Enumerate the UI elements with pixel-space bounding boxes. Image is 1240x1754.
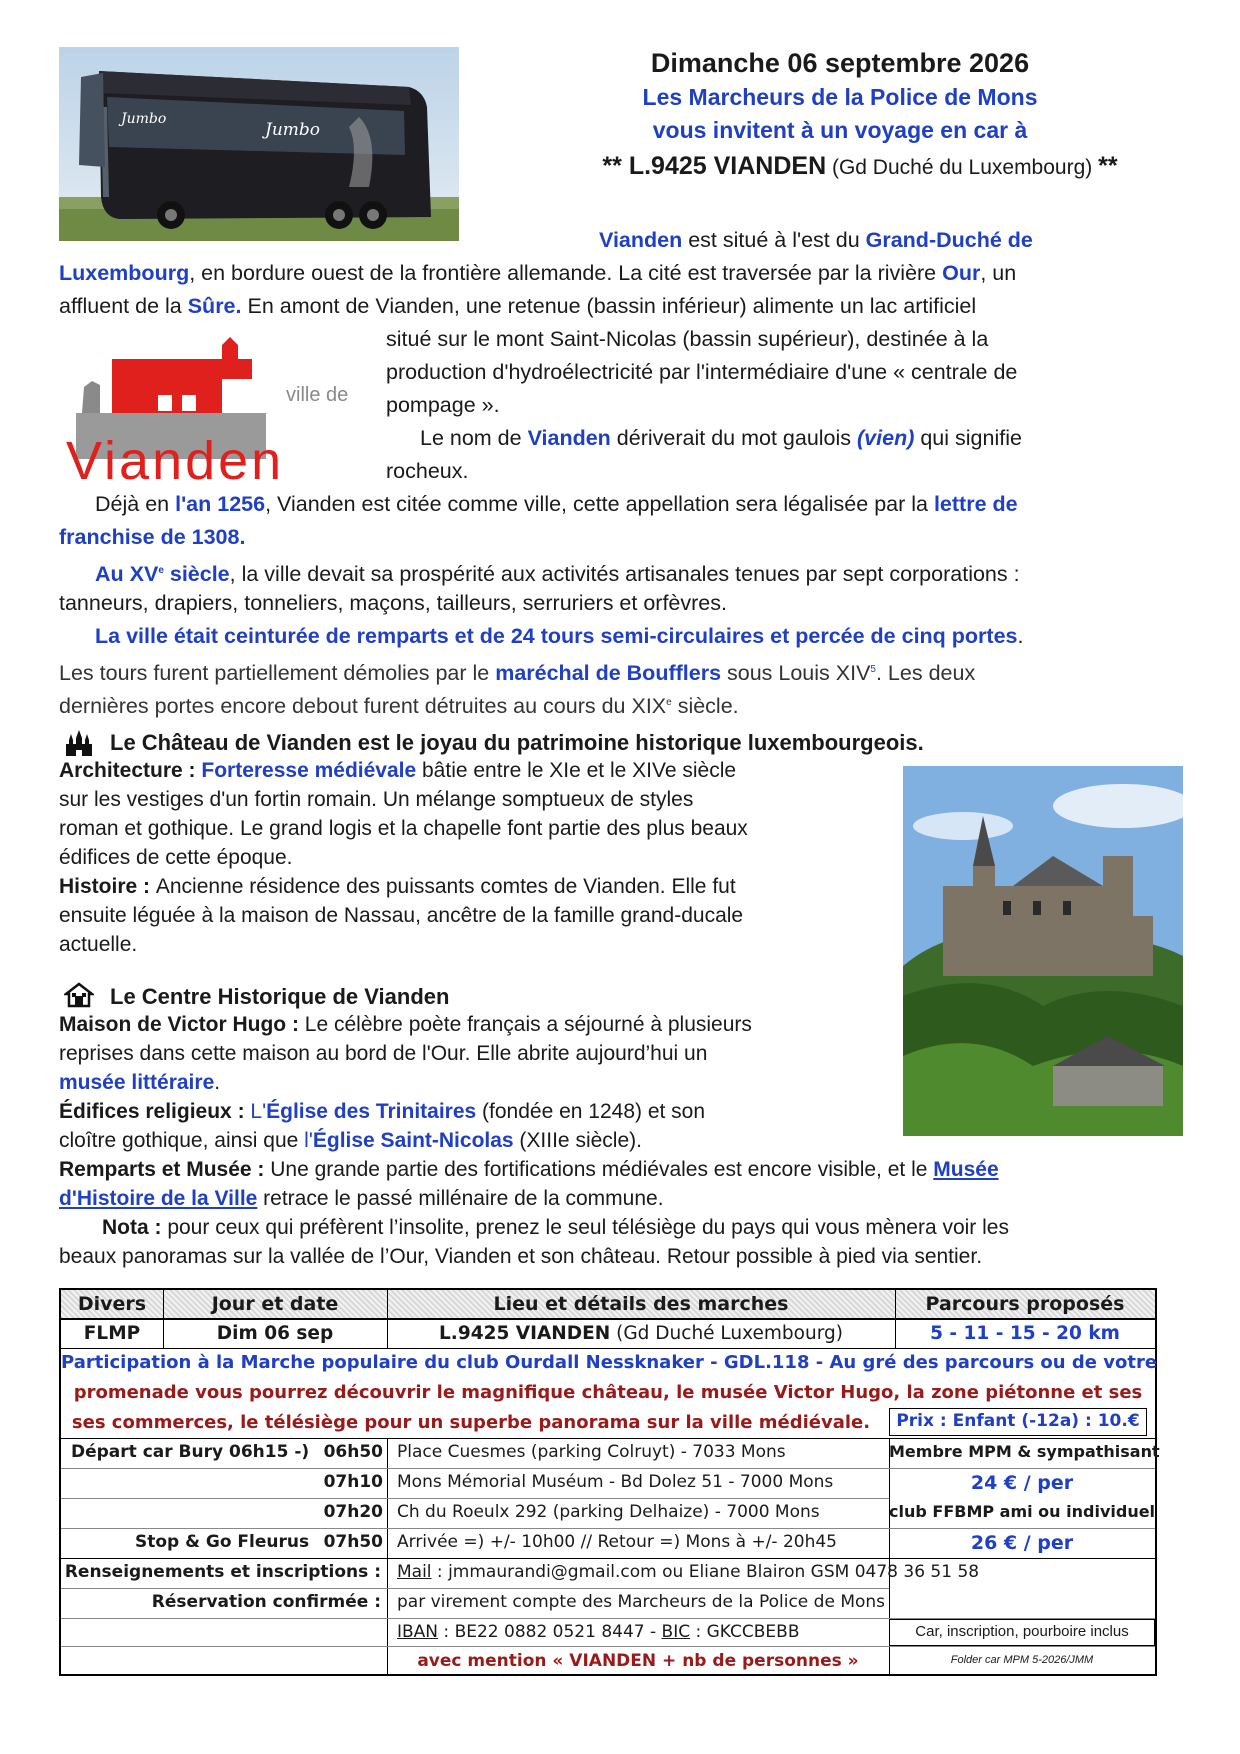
intro-line-13: La ville était ceinturée de remparts et de 24 tours semi-circulaires et percée de cinq portes. — [95, 624, 1024, 648]
svg-text:Jumbo: Jumbo — [265, 120, 321, 140]
depart-2-time: 07h10 — [323, 1472, 383, 1492]
intro-line-8: rocheux. — [386, 459, 469, 483]
depart-3-time: 07h20 — [323, 1502, 383, 1522]
centre-religious-2: cloître gothique, ainsi que l'Église Saint-Nicolas (XIIIe siècle). — [59, 1129, 642, 1152]
th-lieu: Lieu et détails des marches — [493, 1293, 789, 1315]
intro-line-1: Vianden est situé à l'est du Grand-Duché de — [599, 228, 1033, 252]
castle-arch-4: édifices de cette époque. — [59, 846, 293, 869]
vianden-logo — [62, 335, 372, 490]
intro-line-3: affluent de la Sûre. En amont de Vianden, une retenue (bassin inférieur) alimente un lac artificiel — [59, 294, 977, 318]
house-icon — [64, 982, 94, 1008]
depart-1-left: Départ car Bury 06h15 -) — [71, 1442, 310, 1462]
resa-text: par virement compte des Marcheurs de la Police de Mons — [397, 1592, 886, 1612]
participation-line-3: ses commerces, le télésiège pour un superbe panorama sur la ville médiévale. — [71, 1412, 871, 1433]
intro-line-15: dernières portes encore debout furent détruites au cours du XIXe siècle. — [59, 694, 739, 719]
castle-arch-3: roman et gothique. Le grand logis et la chapelle font partie des plus beaux — [59, 817, 748, 840]
musee-link-cont[interactable]: d'Histoire de la Ville — [59, 1187, 258, 1210]
invitation-line: vous invitent à un voyage en car à — [652, 117, 1028, 143]
castle-photo — [903, 766, 1183, 1136]
intro-line-7: Le nom de Vianden dériverait du mot gaulois (vien) qui signifie — [420, 426, 1022, 450]
rens-label: Renseignements et inscriptions : — [64, 1562, 381, 1582]
car-incl: Car, inscription, pourboire inclus — [915, 1623, 1129, 1640]
castle-hist-2: ensuite léguée à la maison de Nassau, ancêtre de la famille grand-ducale — [59, 904, 744, 927]
intro-line-5: production d'hydroélectricité par l'intermédiaire d'une « centrale de — [386, 360, 1018, 384]
intro-line-11: Au XVe siècle, la ville devait sa prospérité aux activités artisanales tenues par sept corporations : — [95, 562, 1020, 587]
intro-line-14: Les tours furent partiellement démolies par le maréchal de Boufflers sous Louis XIV$^5$. Les deux — [59, 661, 976, 686]
intro-line-10: franchise de 1308. — [59, 525, 246, 549]
castle-hist-1: Histoire : Ancienne résidence des puissants comtes de Vianden. Elle fut — [59, 875, 736, 898]
iban-line: IBAN : BE22 0882 0521 8447 - BIC : GKCCBEBB — [397, 1622, 800, 1642]
row1-lieu: L.9425 VIANDEN (Gd Duché Luxembourg) — [439, 1323, 843, 1344]
castle-arch-1: Architecture : Forteresse médiévale bâtie entre le XIe et le XIVe siècle — [59, 759, 737, 782]
depart-1-time: 06h50 — [323, 1442, 383, 1462]
centre-hugo-3: musée littéraire. — [59, 1071, 221, 1094]
row1-date: Dim 06 sep — [216, 1323, 334, 1344]
club-label: club FFBMP ami ou individuel — [889, 1502, 1156, 1521]
castle-icon — [64, 728, 94, 758]
mail-line: Mail : jmmaurandi@gmail.com ou Eliane Blairon GSM 0478 36 51 58 — [397, 1562, 980, 1582]
centre-remparts-1: Remparts et Musée : Une grande partie des fortifications médiévales est encore visible, et le Musée — [59, 1158, 999, 1181]
musee-link[interactable]: Musée — [933, 1158, 999, 1181]
depart-4-place: Arrivée =) +/- 10h00 // Retour =) Mons à +/- 20h45 — [397, 1532, 837, 1552]
depart-4-left: Stop & Go Fleurus — [135, 1532, 310, 1552]
intro-line-2: Luxembourg, en bordure ouest de la frontière allemande. La cité est traversée par la rivière Our, un — [59, 261, 1017, 285]
membre-label: Membre MPM & sympathisant — [889, 1442, 1160, 1461]
th-parcours: Parcours proposés — [925, 1293, 1125, 1315]
centre-hugo-1: Maison de Victor Hugo : Le célèbre poète français a séjourné à plusieurs — [59, 1013, 752, 1036]
row1-parcours: 5 - 11 - 15 - 20 km — [930, 1323, 1120, 1344]
depart-3-place: Ch du Roeulx 292 (parking Delhaize) - 7000 Mons — [397, 1502, 820, 1522]
prix-enfant: Prix : Enfant (-12a) : 10.€ — [896, 1411, 1140, 1431]
mail-link[interactable]: Mail — [397, 1562, 432, 1582]
club-price: 26 € / per — [970, 1532, 1074, 1554]
bus-photo — [59, 47, 459, 241]
folder-ref: Folder car MPM 5-2026/JMM — [950, 1654, 1094, 1666]
participation-line-2: promenade vous pourrez découvrir le magnifique château, le musée Victor Hugo, la zone piétonne et ses — [73, 1382, 1143, 1403]
depart-1-place: Place Cuesmes (parking Colruyt) - 7033 Mons — [397, 1442, 786, 1462]
svg-text:Vianden: Vianden — [66, 431, 285, 490]
intro-line-9: Déjà en l'an 1256, Vianden est citée comme ville, cette appellation sera légalisée par la lettre de — [95, 492, 1018, 516]
depart-4-time: 07h50 — [323, 1532, 383, 1552]
svg-text:ville de: ville de — [286, 384, 349, 406]
intro-line-6: pompage ». — [386, 393, 500, 417]
castle-hist-3: actuelle. — [59, 933, 138, 956]
participation-line-1: Participation à la Marche populaire du club Ourdall Nessknaker - GDL.118 - Au gré des parcours ou de votre — [61, 1352, 1158, 1373]
depart-2-place: Mons Mémorial Muséum - Bd Dolez 51 - 7000 Mons — [397, 1472, 834, 1492]
nota-line-1: Nota : pour ceux qui préfèrent l’insolite, prenez le seul télésiège du pays qui vous mènera voir les — [102, 1216, 1009, 1239]
th-divers: Divers — [77, 1293, 147, 1315]
th-date: Jour et date — [211, 1293, 339, 1315]
centre-heading: Le Centre Historique de Vianden — [110, 984, 450, 1009]
organizer-line: Les Marcheurs de la Police de Mons — [642, 84, 1038, 110]
info-table — [59, 1288, 1160, 1676]
intro-line-4: situé sur le mont Saint-Nicolas (bassin supérieur), destinée à la — [386, 327, 989, 351]
destination-line: ** L.9425 VIANDEN (Gd Duché du Luxembourg) ** — [602, 152, 1118, 180]
castle-arch-2: sur les vestiges d'un fortin romain. Un mélange somptueux de styles — [59, 788, 694, 811]
svg-text:Jumbo: Jumbo — [121, 111, 167, 127]
centre-remparts-2: d'Histoire de la Ville retrace le passé millénaire de la commune. — [59, 1187, 664, 1210]
row1-divers: FLMP — [83, 1323, 141, 1344]
membre-price: 24 € / per — [970, 1472, 1074, 1494]
centre-hugo-2: reprises dans cette maison au bord de l'Our. Elle abrite aujourd’hui un — [59, 1042, 708, 1065]
page-title: Dimanche 06 septembre 2026 — [650, 48, 1030, 78]
nota-line-2: beaux panoramas sur la vallée de l’Our, Vianden et son château. Retour possible à pied via sentier. — [59, 1245, 983, 1268]
centre-religious-1: Édifices religieux : L'Église des Trinitaires (fondée en 1248) et son — [59, 1100, 706, 1123]
castle-heading: Le Château de Vianden est le joyau du patrimoine historique luxembourgeois. — [110, 730, 924, 755]
intro-line-12: tanneurs, drapiers, tonneliers, maçons, tailleurs, serruriers et orfèvres. — [59, 591, 727, 615]
mention-line: avec mention « VIANDEN + nb de personnes » — [417, 1651, 859, 1671]
resa-label: Réservation confirmée : — [151, 1592, 381, 1612]
